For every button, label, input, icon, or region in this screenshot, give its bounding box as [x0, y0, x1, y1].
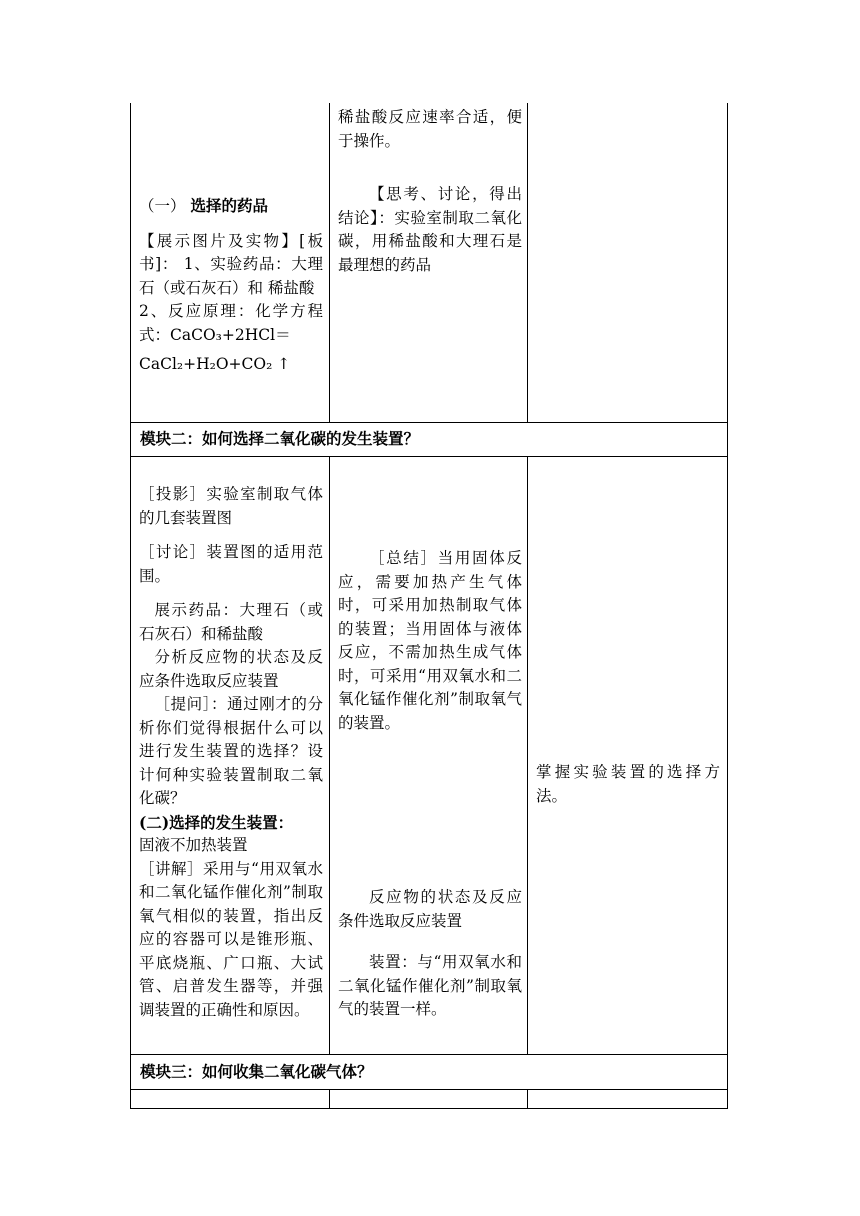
column-divider-1: [329, 1089, 330, 1109]
column-divider-2: [527, 1089, 528, 1109]
chemical-equation: CaCl₂+H₂O+CO₂ ↑: [139, 355, 291, 373]
teacher-activity-cell: [139, 483, 323, 1022]
column-divider-1: [329, 103, 330, 422]
module-2-title: 模块二：如何选择二氧化碳的发生装置？: [140, 429, 420, 448]
student-activity-cell: [338, 886, 522, 1022]
row-border: [130, 1089, 728, 1090]
device-type-text: 固液不加热装置: [139, 836, 248, 854]
row-border: [130, 422, 728, 423]
summary-text: ［总结］当用固体反应，需要加热产生气体时，可采用加热制取气体的装置；当用固体与液体反应，不需加热生成气体时，可采用“用双氧水和二氧化锰作催化剂”制取氧气的装置。: [338, 549, 522, 732]
question-text: ［提问］：通过刚才的分析你们觉得根据什么可以进行发生装置的选择？设计何种实验装置制取二氧化碳？: [139, 695, 323, 807]
goal-cell: [536, 761, 720, 808]
table-border-right: [727, 103, 728, 1109]
student-activity-cell: [338, 106, 522, 277]
table-border-bottom: [130, 1108, 728, 1109]
explanation-text: ［讲解］采用与“用双氧水和二氧化锰作催化剂”制取氧气相似的装置，指出反应的容器可以是锥形瓶、平底烧瓶、广口瓶、大试管、启普发生器等，并强调装置的正确性和原因。: [139, 859, 323, 1019]
discussion-text: ［讨论］装置图的适用范围。: [139, 543, 323, 585]
column-divider-2: [527, 103, 528, 422]
student-activity-cell: [338, 547, 522, 735]
projection-text: ［投影］实验室制取气体的几套装置图: [139, 485, 323, 527]
table-border-left: [130, 103, 131, 1109]
analysis-text: 分析反应物的状态及反应条件选取反应装置: [139, 648, 323, 690]
module-3-title: 模块三：如何收集二氧化碳气体？: [140, 1062, 373, 1081]
conclusion-text: 【思考、讨论，得出结论】：实验室制取二氧化碳，用稀盐酸和大理石是最理想的药品: [338, 185, 522, 274]
show-drugs-text: 展示药品：大理石（或石灰石）和稀盐酸: [139, 601, 323, 643]
reaction-condition-text: 反应物的状态及反应条件选取反应装置: [338, 888, 522, 930]
column-divider-1: [329, 456, 330, 1054]
reaction-principle: 2、反应原理：化学方程式：CaCO₃+2HCl＝: [139, 302, 323, 344]
drug-selection-cell: [139, 194, 323, 377]
row-border: [130, 456, 728, 457]
section-heading: （一） 选择的药品: [139, 196, 268, 215]
student-text: 稀盐酸反应速率合适，便于操作。: [338, 108, 522, 150]
generator-heading: (二)选择的发生装置：: [139, 812, 294, 832]
board-text: 【展示图片及实物】[板书]： 1、实验药品：大理石（或石灰石）和 稀盐酸: [139, 231, 323, 297]
column-divider-2: [527, 456, 528, 1054]
goal-text: 掌握实验装置的选择方法。: [536, 763, 720, 805]
device-text: 装置：与“用双氧水和二氧化锰作催化剂”制取氧气的装置一样。: [338, 953, 522, 1018]
row-border: [130, 1054, 728, 1055]
